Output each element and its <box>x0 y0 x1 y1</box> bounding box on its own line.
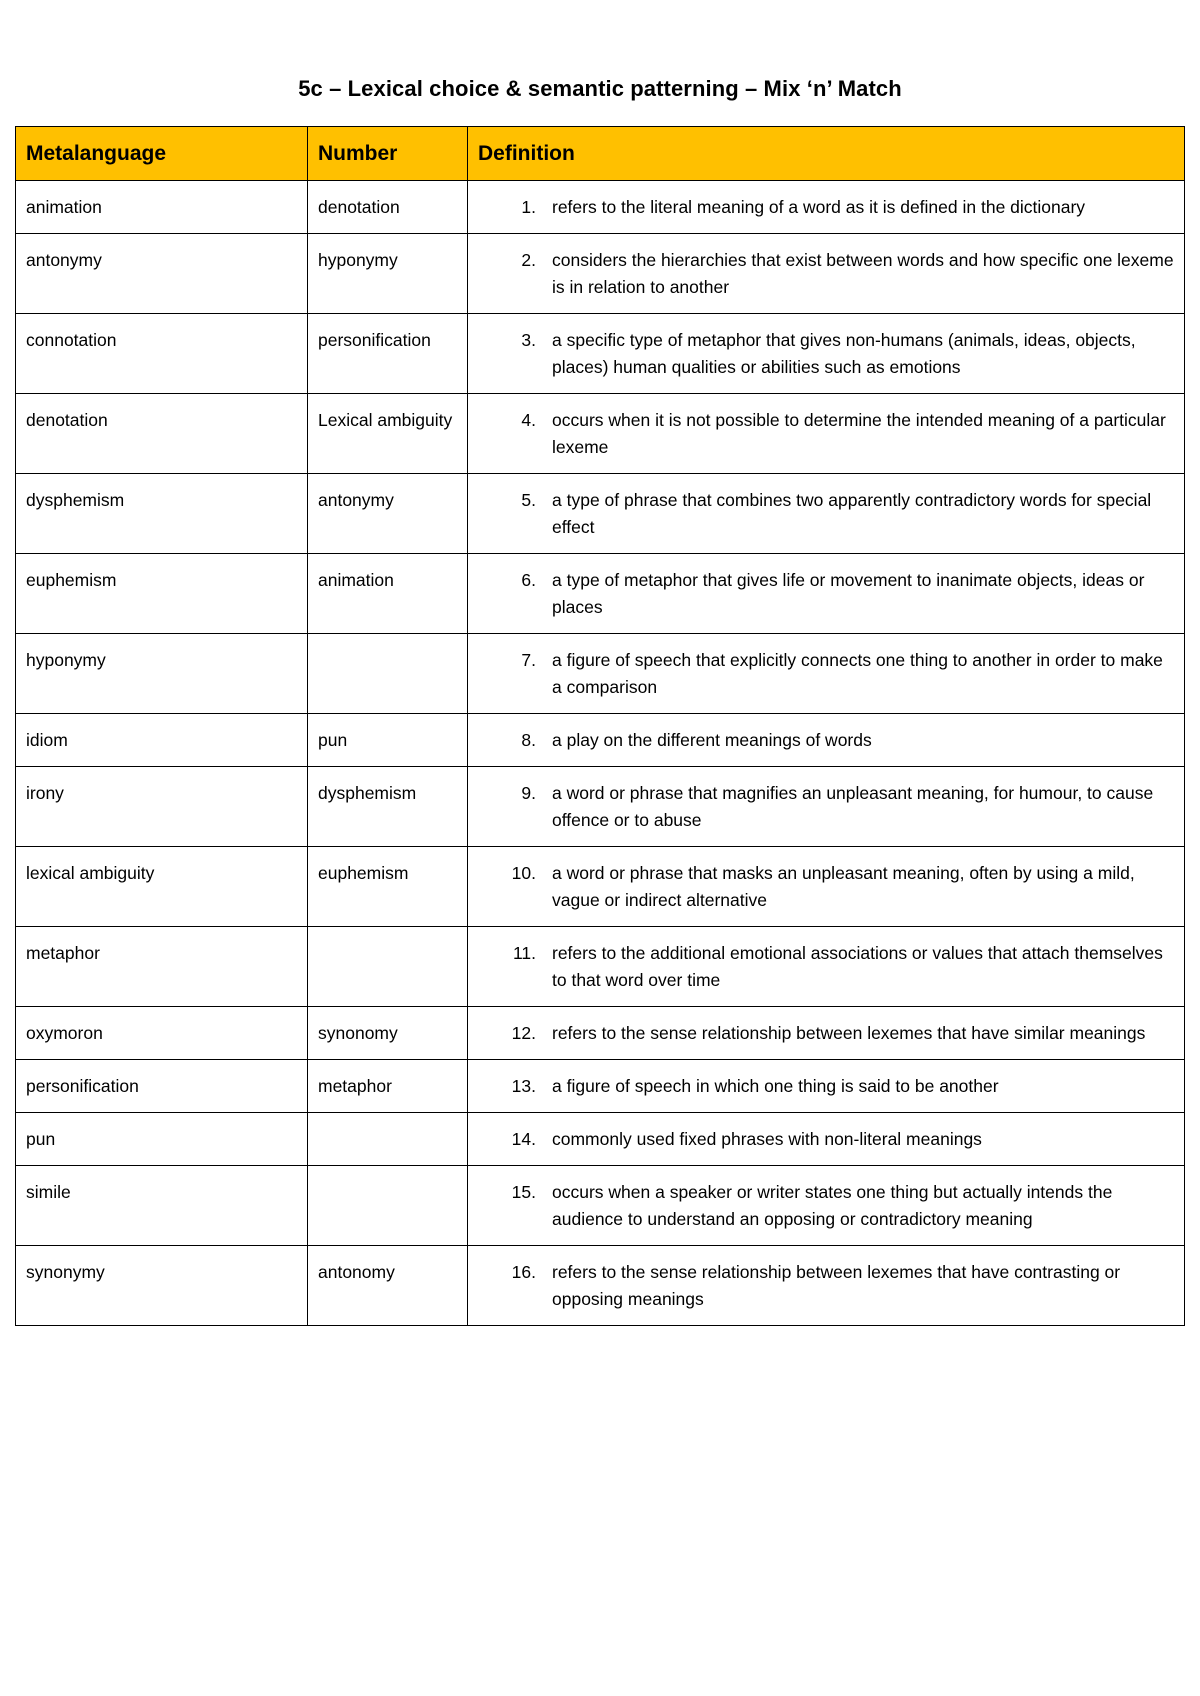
definition-number: 12. <box>511 1023 536 1043</box>
table-row <box>16 767 1185 847</box>
definition-cell <box>468 181 1185 234</box>
definition-cell <box>468 554 1185 634</box>
number-cell: hyponymy <box>308 234 468 314</box>
number-cell <box>308 927 468 1007</box>
definition-number: 11. <box>512 943 536 963</box>
number-cell: Lexical ambiguity <box>308 394 468 474</box>
definition-text: refers to the sense relationship between lexemes that have similar meanings <box>552 1023 1146 1043</box>
definition-number: 3. <box>521 330 536 350</box>
metalanguage-cell: metaphor <box>16 927 308 1007</box>
number-cell: animation <box>308 554 468 634</box>
definition-text: a play on the different meanings of words <box>552 730 872 750</box>
definition-cell <box>468 714 1185 767</box>
definition-cell <box>468 847 1185 927</box>
metalanguage-cell: synonymy <box>16 1246 308 1326</box>
metalanguage-cell: animation <box>16 181 308 234</box>
table-row <box>16 314 1185 394</box>
metalanguage-cell: personification <box>16 1060 308 1113</box>
table-header-row <box>16 127 1185 181</box>
table-row <box>16 234 1185 314</box>
table-row <box>16 474 1185 554</box>
definition-text: refers to the sense relationship between lexemes that have contrasting or opposing meanings <box>552 1262 1121 1309</box>
definition-number: 4. <box>521 410 536 430</box>
definition-text: a type of phrase that combines two apparently contradictory words for special effect <box>552 490 1152 537</box>
definition-text: a type of metaphor that gives life or movement to inanimate objects, ideas or places <box>552 570 1145 617</box>
definition-cell <box>468 1060 1185 1113</box>
table-row <box>16 927 1185 1007</box>
definition-text: refers to the additional emotional associations or values that attach themselves to that word over time <box>552 943 1163 990</box>
definition-cell <box>468 1246 1185 1326</box>
number-cell: antonomy <box>308 1246 468 1326</box>
definition-cell <box>468 474 1185 554</box>
table-row <box>16 1166 1185 1246</box>
definition-number: 1. <box>521 197 536 217</box>
table-row <box>16 1060 1185 1113</box>
definition-number: 8. <box>521 730 536 750</box>
definition-number: 13. <box>511 1076 536 1096</box>
definition-text: refers to the literal meaning of a word as it is defined in the dictionary <box>552 197 1086 217</box>
definition-cell <box>468 767 1185 847</box>
definition-cell <box>468 1113 1185 1166</box>
number-cell: euphemism <box>308 847 468 927</box>
definition-number: 9. <box>521 783 536 803</box>
number-cell: synonomy <box>308 1007 468 1060</box>
table-row <box>16 714 1185 767</box>
number-cell <box>308 634 468 714</box>
number-cell: personification <box>308 314 468 394</box>
definition-text: occurs when it is not possible to determine the intended meaning of a particular lexeme <box>552 410 1166 457</box>
metalanguage-cell: dysphemism <box>16 474 308 554</box>
definition-cell <box>468 927 1185 1007</box>
table-row <box>16 1246 1185 1326</box>
metalanguage-cell: denotation <box>16 394 308 474</box>
definition-text: a word or phrase that masks an unpleasant meaning, often by using a mild, vague or indirect alternative <box>552 863 1135 910</box>
metalanguage-cell: oxymoron <box>16 1007 308 1060</box>
header-number: Number <box>308 127 468 181</box>
table-body <box>16 181 1185 1326</box>
number-cell: antonymy <box>308 474 468 554</box>
number-cell: denotation <box>308 181 468 234</box>
metalanguage-cell: irony <box>16 767 308 847</box>
number-cell <box>308 1113 468 1166</box>
definition-number: 2. <box>521 250 536 270</box>
definition-cell <box>468 394 1185 474</box>
header-definition: Definition <box>468 127 1185 181</box>
definition-cell <box>468 234 1185 314</box>
table-row <box>16 634 1185 714</box>
table-row <box>16 181 1185 234</box>
definition-number: 6. <box>521 570 536 590</box>
metalanguage-cell: pun <box>16 1113 308 1166</box>
definition-cell <box>468 1166 1185 1246</box>
metalanguage-cell: antonymy <box>16 234 308 314</box>
definition-cell <box>468 1007 1185 1060</box>
definition-number: 14. <box>511 1129 536 1149</box>
definition-text: a figure of speech that explicitly connects one thing to another in order to make a comparison <box>552 650 1163 697</box>
header-metalanguage: Metalanguage <box>16 127 308 181</box>
table-row <box>16 554 1185 634</box>
definition-number: 5. <box>521 490 536 510</box>
definition-text: occurs when a speaker or writer states one thing but actually intends the audience to understand an opposing or contradictory meaning <box>552 1182 1113 1229</box>
definition-text: a word or phrase that magnifies an unpleasant meaning, for humour, to cause offence or to abuse <box>552 783 1154 830</box>
number-cell <box>308 1166 468 1246</box>
table-row <box>16 1113 1185 1166</box>
definition-text: commonly used fixed phrases with non-literal meanings <box>552 1129 982 1149</box>
table-row <box>16 847 1185 927</box>
definition-text: a specific type of metaphor that gives non-humans (animals, ideas, objects, places) human qualities or abilities such as emotions <box>552 330 1136 377</box>
metalanguage-cell: euphemism <box>16 554 308 634</box>
number-cell: metaphor <box>308 1060 468 1113</box>
table-row <box>16 394 1185 474</box>
number-cell: pun <box>308 714 468 767</box>
mix-n-match-table <box>15 126 1185 1326</box>
definition-cell <box>468 314 1185 394</box>
table-row <box>16 1007 1185 1060</box>
definition-cell <box>468 634 1185 714</box>
definition-number: 10. <box>511 863 536 883</box>
metalanguage-cell: lexical ambiguity <box>16 847 308 927</box>
metalanguage-cell: simile <box>16 1166 308 1246</box>
metalanguage-cell: idiom <box>16 714 308 767</box>
definition-number: 16. <box>511 1262 536 1282</box>
definition-text: considers the hierarchies that exist between words and how specific one lexeme is in relation to another <box>552 250 1174 297</box>
definition-text: a figure of speech in which one thing is said to be another <box>552 1076 999 1096</box>
page-title: 5c – Lexical choice & semantic patterning – Mix ‘n’ Match <box>298 76 902 101</box>
definition-number: 7. <box>521 650 536 670</box>
metalanguage-cell: hyponymy <box>16 634 308 714</box>
number-cell: dysphemism <box>308 767 468 847</box>
metalanguage-cell: connotation <box>16 314 308 394</box>
definition-number: 15. <box>511 1182 536 1202</box>
